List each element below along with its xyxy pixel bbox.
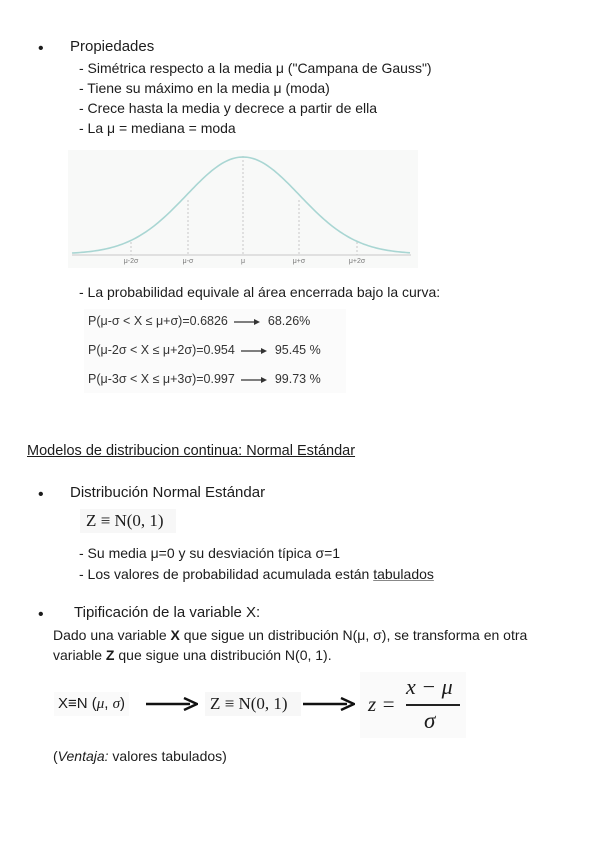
property-item: - Simétrica respecto a la media μ ("Campana de Gauss") — [79, 60, 432, 76]
gauss-curve — [72, 157, 410, 253]
text-part: que sigue una distribución N(0, 1). — [114, 647, 332, 663]
fx-mu: μ — [96, 696, 105, 712]
bullet-dot: • — [38, 486, 44, 503]
tick-label-mu+2sigma: μ+2σ — [348, 258, 366, 265]
text-part: variable — [53, 647, 106, 663]
property-item: - Tiene su máximo en la media μ (moda) — [79, 80, 330, 96]
arrow-icon — [146, 697, 198, 711]
adv-em: Ventaja: — [57, 748, 109, 764]
arrow-icon — [234, 317, 262, 327]
arrow-icon — [241, 346, 269, 356]
gauss-chart — [68, 150, 418, 268]
probability-intro: - La probabilidad equivale al área encerrada bajo la curva: — [79, 284, 441, 300]
fx-suffix: ) — [120, 695, 126, 712]
text-part: que sigue un distribución N(μ, σ), se transforma en otra — [179, 627, 528, 643]
formula-standardization — [360, 672, 466, 738]
standard-line-2-text: - Los valores de probabilidad acumulada están — [79, 566, 374, 582]
standard-formula: Z ≡ N(0, 1) — [80, 509, 176, 533]
fz-z: z = — [368, 692, 396, 716]
fx-sep: , — [104, 695, 113, 712]
probability-row — [88, 372, 321, 386]
probability-pct: 99.73 % — [274, 372, 321, 386]
fz-denominator: σ — [424, 708, 436, 733]
probability-pct: 68.26% — [267, 314, 311, 328]
text-z: Z — [105, 647, 115, 663]
tick-label-mu+sigma: μ+σ — [292, 258, 306, 265]
tick-label-mu-2sigma: μ-2σ — [123, 258, 139, 265]
probability-expr: P(μ-2σ < X ≤ μ+2σ)=0.954 — [88, 343, 235, 357]
text-x: X — [170, 627, 180, 643]
property-item: - Crece hasta la media y decrece a partir de ella — [79, 100, 378, 116]
tipificacion-text-2 — [53, 645, 332, 665]
property-item: - La μ = mediana = moda — [79, 120, 236, 136]
tick-label-mu: μ — [240, 258, 246, 265]
probability-row — [88, 343, 321, 357]
probability-box — [84, 309, 346, 393]
tabulados-link: tabulados — [373, 566, 434, 582]
fx-sigma: σ — [112, 696, 121, 712]
tick-label-mu-sigma: μ-σ — [182, 258, 194, 265]
fz-numerator: x − μ — [406, 674, 453, 699]
section-title: Modelos de distribucion continua: Normal Estándar — [27, 443, 356, 459]
probability-pct: 95.45 % — [274, 343, 321, 357]
advantage-note — [53, 746, 227, 766]
arrow-icon — [303, 697, 355, 711]
fraction-bar — [406, 704, 460, 706]
text-part: Dado una variable — [53, 627, 171, 643]
standard-line-1: - Su media μ=0 y su desviación típica σ=1 — [79, 545, 341, 561]
adv-post: valores tabulados) — [108, 748, 227, 764]
formula-x — [54, 692, 129, 716]
adv-pre: ( — [53, 748, 58, 764]
tipificacion-bullet: Tipificación de la variable X: — [74, 604, 261, 621]
formula-z: Z ≡ N(0, 1) — [205, 692, 301, 716]
gauss-svg — [68, 150, 418, 268]
probability-expr: P(μ-σ < X ≤ μ+σ)=0.6826 — [88, 314, 228, 328]
bullet-dot: • — [38, 40, 44, 57]
fx-prefix: X≡N ( — [58, 695, 97, 712]
arrow-icon — [241, 375, 269, 385]
probability-expr: P(μ-3σ < X ≤ μ+3σ)=0.997 — [88, 372, 235, 386]
probability-row — [88, 314, 310, 328]
standard-bullet: Distribución Normal Estándar — [70, 484, 266, 501]
standard-line-2 — [79, 564, 434, 584]
properties-heading: Propiedades — [70, 38, 155, 55]
tipificacion-text-1 — [53, 625, 527, 645]
bullet-dot: • — [38, 606, 44, 623]
